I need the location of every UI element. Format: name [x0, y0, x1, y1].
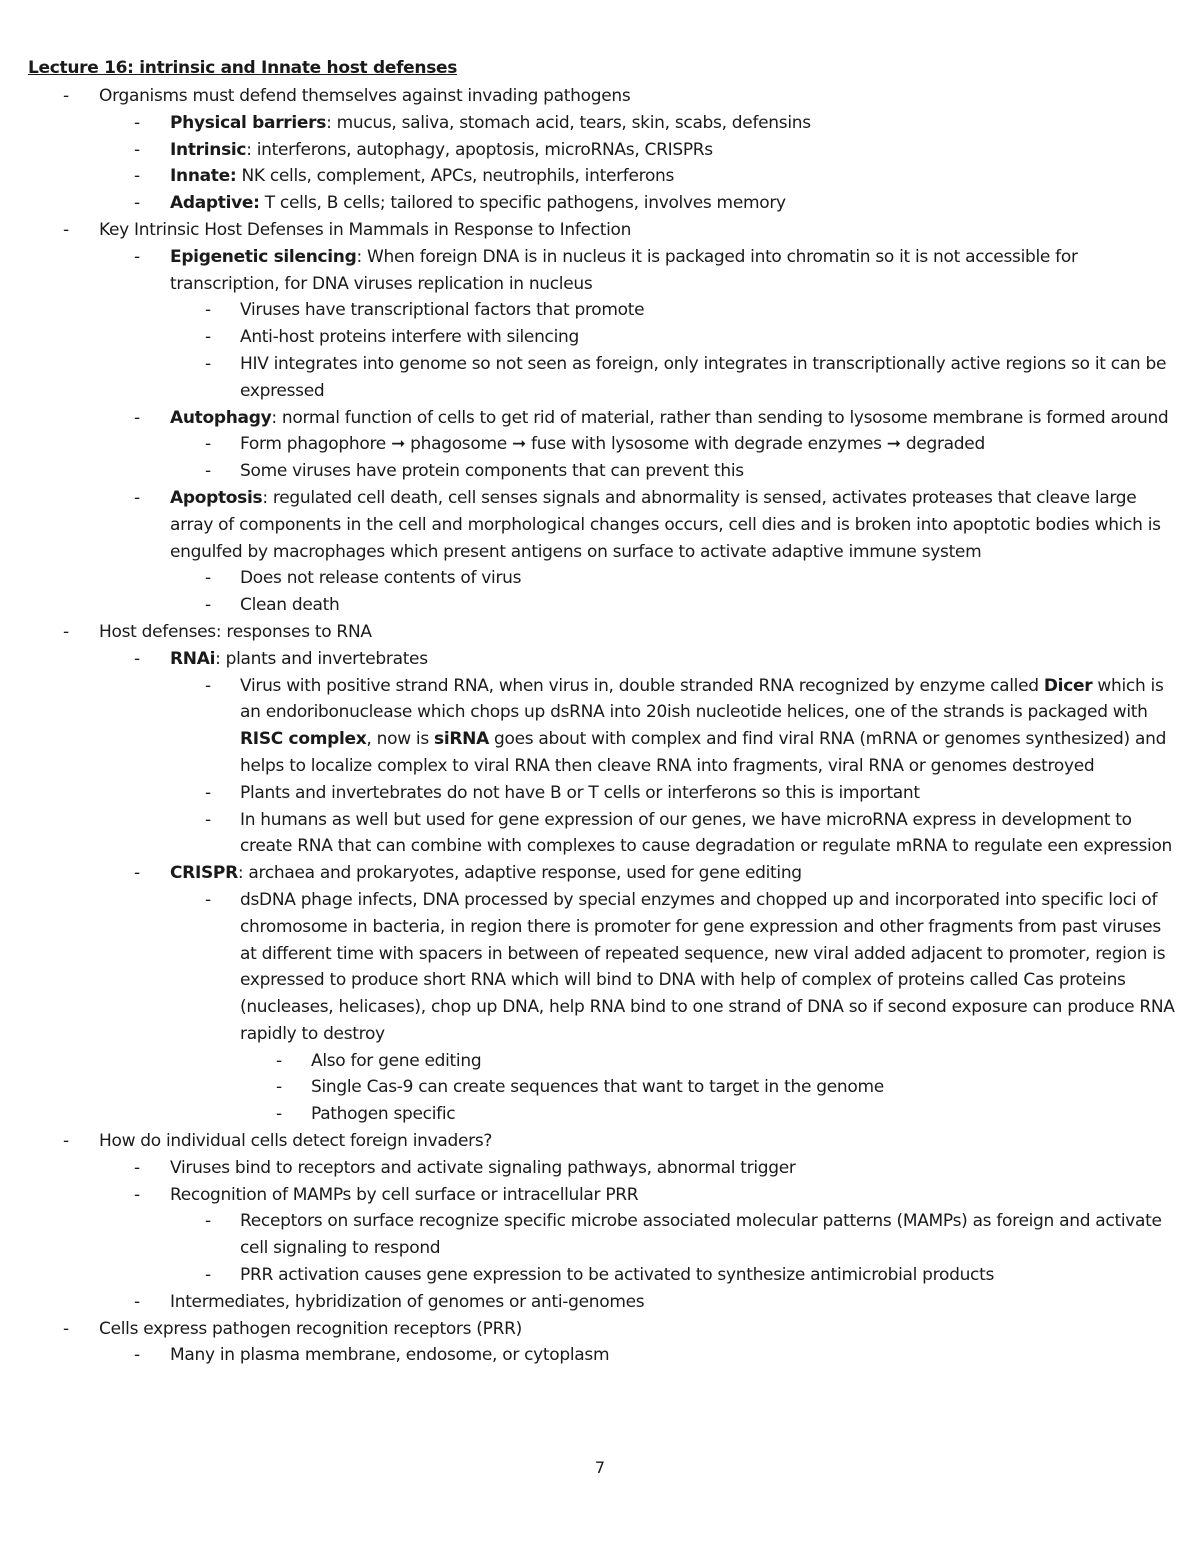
item-text: In humans as well but used for gene expression of our genes, we have microRNA express in development to create RNA that can combine with complexes to cause degradation or regulate mRNA to regulate een expression: [240, 809, 1173, 857]
bullet-dash: -: [134, 1345, 140, 1366]
bold-term: Intrinsic: [170, 139, 247, 160]
item-text: Anti-host proteins interfere with silencing: [240, 327, 579, 348]
bold-term: Innate:: [170, 166, 237, 187]
item-text: : normal function of cells to get rid of material, rather than sending to lysosome membrane is formed around: [271, 407, 1169, 428]
outline-item: [0, 807, 1175, 861]
item-text: Some viruses have protein components that can prevent this: [240, 461, 744, 482]
outline-item: [0, 673, 1175, 780]
outline-item: [0, 83, 1174, 110]
outline-item: [0, 887, 1175, 1048]
item-text: Many in plasma membrane, endosome, or cytoplasm: [170, 1345, 610, 1366]
bullet-dash: -: [205, 1265, 211, 1286]
item-text: Does not release contents of virus: [240, 568, 522, 589]
outline-item: [0, 110, 1175, 137]
item-text: Single Cas-9 can create sequences that want to target in the genome: [311, 1077, 884, 1098]
outline-item: [0, 619, 1174, 646]
outline-item: [0, 190, 1175, 217]
bullet-dash: -: [134, 139, 140, 160]
outline-item: [0, 1208, 1175, 1262]
item-text: T cells, B cells; tailored to specific pathogens, involves memory: [259, 193, 786, 214]
bullet-dash: -: [134, 1184, 140, 1205]
bullet-dash: -: [63, 219, 69, 240]
item-text: Pathogen specific: [311, 1104, 456, 1125]
item-text: Form phagophore: [240, 434, 392, 455]
outline-item: [0, 351, 1175, 405]
outline-item: [0, 1101, 1175, 1128]
item-text: : regulated cell death, cell senses signals and abnormality is sensed, activates proteases that cleave large array of components in the cell and morphological changes occurs, cell dies and is broken into apoptotic bodies which is engulfed by macrophages which present antigens on surface to activate adaptive immune system: [170, 487, 1161, 562]
bullet-dash: -: [205, 568, 211, 589]
bold-term: RNAi: [170, 648, 216, 669]
item-text: Receptors on surface recognize specific microbe associated molecular patterns (MAMPs) as foreign and activate cell signaling to respond: [240, 1211, 1162, 1259]
bullet-dash: -: [134, 407, 140, 428]
outline-item: [0, 458, 1175, 485]
item-text: : mucus, saliva, stomach acid, tears, skin, scabs, defensins: [326, 112, 811, 133]
outline-item: [0, 163, 1175, 190]
item-text: : When foreign DNA is in nucleus it is packaged into chromatin so it is not accessible for transcription, for DNA viruses replication in nucleus: [170, 246, 1078, 294]
outline-item: [0, 217, 1174, 244]
bullet-dash: -: [205, 461, 211, 482]
bullet-dash: -: [134, 648, 140, 669]
outline-item: [0, 860, 1175, 887]
bullet-dash: -: [205, 675, 211, 696]
item-text: How do individual cells detect foreign invaders?: [99, 1131, 493, 1152]
bold-term: ➞: [511, 434, 526, 455]
outline-item: [0, 1048, 1175, 1075]
item-text: : interferons, autophagy, apoptosis, microRNAs, CRISPRs: [246, 139, 713, 160]
bullet-dash: -: [134, 487, 140, 508]
bullet-dash: -: [205, 809, 211, 830]
bullet-dash: -: [134, 1157, 140, 1178]
outline-item: [0, 1074, 1175, 1101]
bold-term: Apoptosis: [170, 487, 263, 508]
item-text: Viruses have transcriptional factors that promote: [240, 300, 645, 321]
bullet-dash: -: [63, 621, 69, 642]
outline-item: [0, 137, 1175, 164]
bold-term: Adaptive:: [170, 193, 260, 214]
item-text: Key Intrinsic Host Defenses in Mammals in Response to Infection: [99, 219, 632, 240]
item-text: Intermediates, hybridization of genomes or anti-genomes: [170, 1291, 645, 1312]
item-text: : plants and invertebrates: [215, 648, 428, 669]
bold-term: ➞: [886, 434, 901, 455]
bold-term: RISC complex: [240, 729, 367, 750]
item-text: goes about with complex and find viral RNA (mRNA or genomes synthesized) and helps to localize complex to viral RNA then cleave RNA into fragments, viral RNA or genomes destroyed: [240, 729, 1167, 776]
bullet-dash: -: [205, 327, 211, 348]
outline-item: [0, 780, 1175, 807]
bullet-dash: -: [276, 1077, 282, 1098]
bullet-dash: -: [63, 1131, 69, 1152]
bullet-dash: -: [134, 863, 140, 884]
outline-item: [0, 324, 1175, 351]
bullet-dash: -: [63, 1318, 69, 1339]
item-text: HIV integrates into genome so not seen as foreign, only integrates in transcriptionally active regions so it can be expressed: [240, 353, 1167, 401]
bullet-dash: -: [63, 86, 69, 106]
bullet-dash: -: [205, 1211, 211, 1232]
item-text: Virus with positive strand RNA, when virus in, double stranded RNA recognized by enzyme called: [240, 675, 1044, 696]
bullet-dash: -: [134, 193, 140, 214]
bold-term: ➞: [391, 434, 406, 455]
bullet-dash: -: [276, 1104, 282, 1125]
item-text: fuse with lysosome with degrade enzymes: [525, 434, 887, 455]
outline-item: [0, 565, 1175, 592]
outline-item: [0, 485, 1175, 565]
bold-term: siRNA: [434, 729, 489, 750]
bullet-dash: -: [205, 595, 211, 616]
outline-item: [0, 1316, 1174, 1343]
bold-term: Epigenetic silencing: [170, 246, 357, 267]
bullet-dash: -: [205, 300, 211, 321]
bullet-dash: -: [205, 889, 211, 910]
item-text: , now is: [366, 729, 434, 750]
bullet-dash: -: [276, 1050, 282, 1071]
bullet-dash: -: [205, 353, 211, 374]
item-text: degraded: [900, 434, 985, 455]
bullet-dash: -: [134, 1291, 140, 1312]
outline-item: [0, 1342, 1175, 1369]
item-text: Plants and invertebrates do not have B or T cells or interferons so this is important: [240, 782, 920, 803]
item-text: Recognition of MAMPs by cell surface or intracellular PRR: [170, 1184, 639, 1205]
item-text: PRR activation causes gene expression to be activated to synthesize antimicrobial products: [240, 1265, 995, 1286]
item-text: NK cells, complement, APCs, neutrophils, interferons: [236, 166, 675, 187]
outline-item: [0, 592, 1175, 619]
item-text: which is an endoribonuclease which chops up dsRNA into 20ish nucleotide helices, one of the strands is packaged with: [240, 675, 1164, 723]
item-text: Cells express pathogen recognition receptors (PRR): [99, 1318, 522, 1339]
bold-term: Dicer: [1043, 675, 1093, 696]
item-text: Clean death: [240, 595, 340, 616]
bold-term: Physical barriers: [170, 112, 327, 133]
item-text: dsDNA phage infects, DNA processed by special enzymes and chopped up and incorporated into specific loci of chromosome in bacteria, in region there is promoter for gene expression and other fragments from past viruses at different time with spacers in between of repeated sequence, new viral added adjacent to promoter, region is expressed to produce short RNA which will bind to DNA with help of complex of proteins called Cas proteins (nucleases, helicases), chop up DNA, help RNA bind to one strand of DNA so if second exposure can produce RNA rapidly to destroy: [240, 889, 1175, 1044]
bullet-dash: -: [134, 112, 140, 133]
outline-item: [0, 1182, 1175, 1209]
outline-item: [0, 1155, 1175, 1182]
bold-term: Autophagy: [170, 407, 272, 428]
lecture-title: Lecture 16: intrinsic and Innate host defenses: [28, 58, 458, 78]
item-text: : archaea and prokaryotes, adaptive response, used for gene editing: [237, 863, 802, 884]
bold-term: CRISPR: [170, 863, 238, 884]
outline-item: [0, 431, 1175, 458]
bullet-dash: -: [134, 246, 140, 267]
bullet-dash: -: [205, 782, 211, 803]
bullet-dash: -: [205, 434, 211, 455]
item-text: Viruses bind to receptors and activate signaling pathways, abnormal trigger: [170, 1157, 796, 1178]
outline-item: [0, 1289, 1175, 1316]
outline-item: [0, 244, 1175, 298]
item-text: Host defenses: responses to RNA: [99, 621, 372, 642]
outline-item: [0, 405, 1175, 432]
outline-item: [0, 1262, 1175, 1289]
bullet-dash: -: [134, 166, 140, 187]
page-number: 7: [594, 1458, 606, 1477]
item-text: Also for gene editing: [311, 1050, 482, 1071]
item-text: phagosome: [405, 434, 512, 455]
outline-item: [0, 297, 1175, 324]
outline-list: [0, 83, 1200, 1369]
item-text: Organisms must defend themselves against invading pathogens: [99, 86, 631, 106]
outline-item: [0, 1128, 1174, 1155]
outline-item: [0, 646, 1175, 673]
